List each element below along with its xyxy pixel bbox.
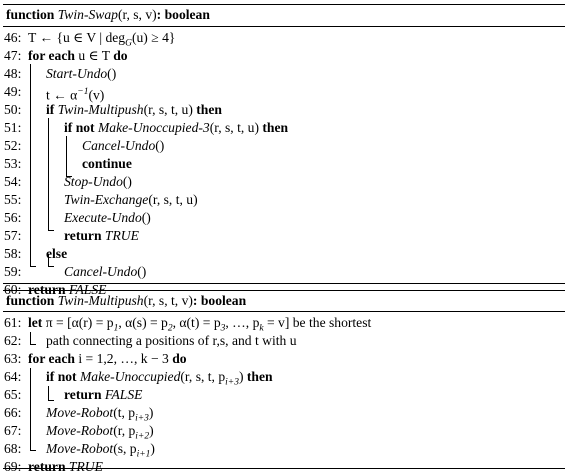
indent-guide [30,344,36,345]
header-rule-2 [3,311,565,312]
code-fragment: () [137,264,147,279]
line-number: 51: [4,120,22,135]
line-number: 58: [4,246,22,261]
code-fragment: i+3 [225,377,239,388]
identifier: FALSE [68,282,107,297]
keyword: then [196,102,222,117]
code-fragment: (u) ≥ 4} [131,30,176,45]
keyword: return [28,459,69,474]
code-text [64,173,132,191]
code-fragment: T ← {u ∈ V | deg [28,30,126,45]
line-number: 55: [4,192,22,207]
code-fragment: t ← α [46,87,78,103]
code-fragment: , α(t) = p [172,315,221,330]
line-number: 52: [4,138,22,153]
line-number: 56: [4,210,22,225]
function-args: (r, s, t, v) [143,293,193,308]
code-fragment: ) [150,441,155,456]
code-fragment: 1 [113,323,119,334]
line-number: 69: [4,459,22,474]
indent-guide [30,266,36,267]
function-name: Twin-Multipush [57,293,144,308]
function-return-type: : boolean [192,293,247,308]
code-fragment: (s, p [113,441,137,456]
identifier: Move-Robot [46,441,114,456]
line-number: 60: [4,282,22,297]
code-fragment: i+1 [136,449,151,460]
code-fragment: ) [148,405,154,420]
indent-guide [30,368,31,450]
function-keyword: function [6,293,55,308]
line-number: 54: [4,174,22,189]
indent-guide [30,332,31,344]
line-number: 53: [4,156,22,171]
keyword: do [113,48,128,63]
keyword: then [246,369,273,384]
code-fragment: () [122,174,132,189]
identifier: Stop-Undo [64,174,123,189]
line-number: 48: [4,66,22,81]
keyword: else [46,246,68,261]
code-text [64,119,288,137]
function-keyword: function [6,7,55,22]
code-fragment: (r, p [113,423,136,438]
code-text [46,245,67,263]
keyword: return [64,228,105,243]
code-text [64,227,139,245]
identifier: TRUE [104,228,139,243]
line-number: 59: [4,264,22,279]
indent-guide [30,450,36,451]
code-fragment: () [141,210,151,225]
indent-guide [48,118,49,230]
line-number: 68: [4,441,22,456]
identifier: Move-Robot [46,405,114,420]
code-text [28,47,128,65]
line-number: 47: [4,48,22,63]
code-fragment: −1 [77,87,89,97]
bottom-rule-1 [3,283,565,284]
code-text [64,263,146,281]
algo2-header [6,292,246,310]
algo1-header [6,6,210,24]
code-fragment: , α(s) = p [118,315,168,330]
code-fragment: i+2 [135,431,150,442]
identifier: FALSE [104,387,143,402]
indent-guide [48,230,54,231]
bottom-rule-2 [3,468,565,469]
code-fragment: u ∈ T [78,48,114,63]
top-rule-2 [3,290,565,291]
code-fragment: (r, s, t, u) [209,120,263,135]
identifier: Cancel-Undo [64,264,138,279]
code-fragment: π = [α(r) = p [45,315,114,330]
line-number: 57: [4,228,22,243]
code-text [64,191,198,209]
indent-guide [48,400,54,401]
identifier: Cancel-Undo [82,138,156,153]
code-fragment: ) [149,423,154,438]
keyword: let [28,315,46,330]
code-text [28,350,187,368]
identifier: Twin-Multipush [57,102,144,117]
code-fragment: 3 [220,323,226,334]
indent-guide [48,386,49,400]
code-fragment: (v) [88,87,105,103]
code-fragment: ) [238,369,247,384]
code-text [82,137,164,155]
indent-guide [48,254,49,266]
keyword: for each [28,351,79,366]
code-fragment: = v] be the shortest [263,315,372,330]
identifier: TRUE [68,459,103,474]
function-return-type: : boolean [156,7,210,22]
identifier: Twin-Exchange [64,192,149,207]
line-number: 46: [4,30,22,45]
code-text [46,65,116,83]
indent-guide [66,176,72,177]
line-number: 65: [4,387,22,402]
indent-guide [48,266,54,267]
code-fragment: i = 1,2, …, k − 3 [78,351,173,366]
keyword: return [28,282,69,297]
header-rule-1 [3,26,565,27]
keyword: if [46,102,58,117]
code-text [46,332,297,350]
keyword: return [64,387,105,402]
keyword: for each [28,48,79,63]
top-rule-1 [3,4,565,5]
code-fragment: () [107,66,117,81]
code-fragment: path connecting a positions of r,s, and t with u [46,333,297,348]
line-number: 62: [4,333,22,348]
code-fragment: G [125,38,132,49]
line-number: 50: [4,102,22,117]
function-args: (r, s, v) [117,7,157,22]
identifier: Make-Unoccupied [79,369,181,384]
code-text [64,209,151,227]
code-fragment: (r, s, t, u) [143,102,197,117]
line-number: 49: [4,84,22,99]
line-number: 64: [4,369,22,384]
identifier: Move-Robot [46,423,114,438]
keyword: then [262,120,289,135]
code-fragment: (r, s, t, p [180,369,226,384]
code-fragment: k [259,323,264,334]
code-text [64,386,142,404]
line-number: 63: [4,351,22,366]
code-text [46,101,222,119]
line-number: 61: [4,315,22,330]
keyword: if not [46,369,80,384]
identifier: Start-Undo [46,66,108,81]
code-fragment: i+3 [135,413,149,424]
line-number: 67: [4,423,22,438]
code-fragment: (t, p [113,405,136,420]
code-fragment: (r, s, t, u) [148,192,198,207]
code-fragment: , …, p [225,315,260,330]
keyword: if not [64,120,98,135]
code-text [82,155,132,173]
identifier: Make-Unoccupied-3 [97,120,210,135]
line-number: 66: [4,405,22,420]
code-text [28,458,103,476]
indent-guide [30,64,31,266]
code-fragment: () [155,138,165,153]
indent-guide [66,136,67,176]
identifier: Execute-Undo [64,210,142,225]
keyword: do [172,351,187,366]
code-fragment: 2 [167,323,173,334]
keyword: continue [82,156,132,171]
function-name: Twin-Swap [57,7,118,22]
